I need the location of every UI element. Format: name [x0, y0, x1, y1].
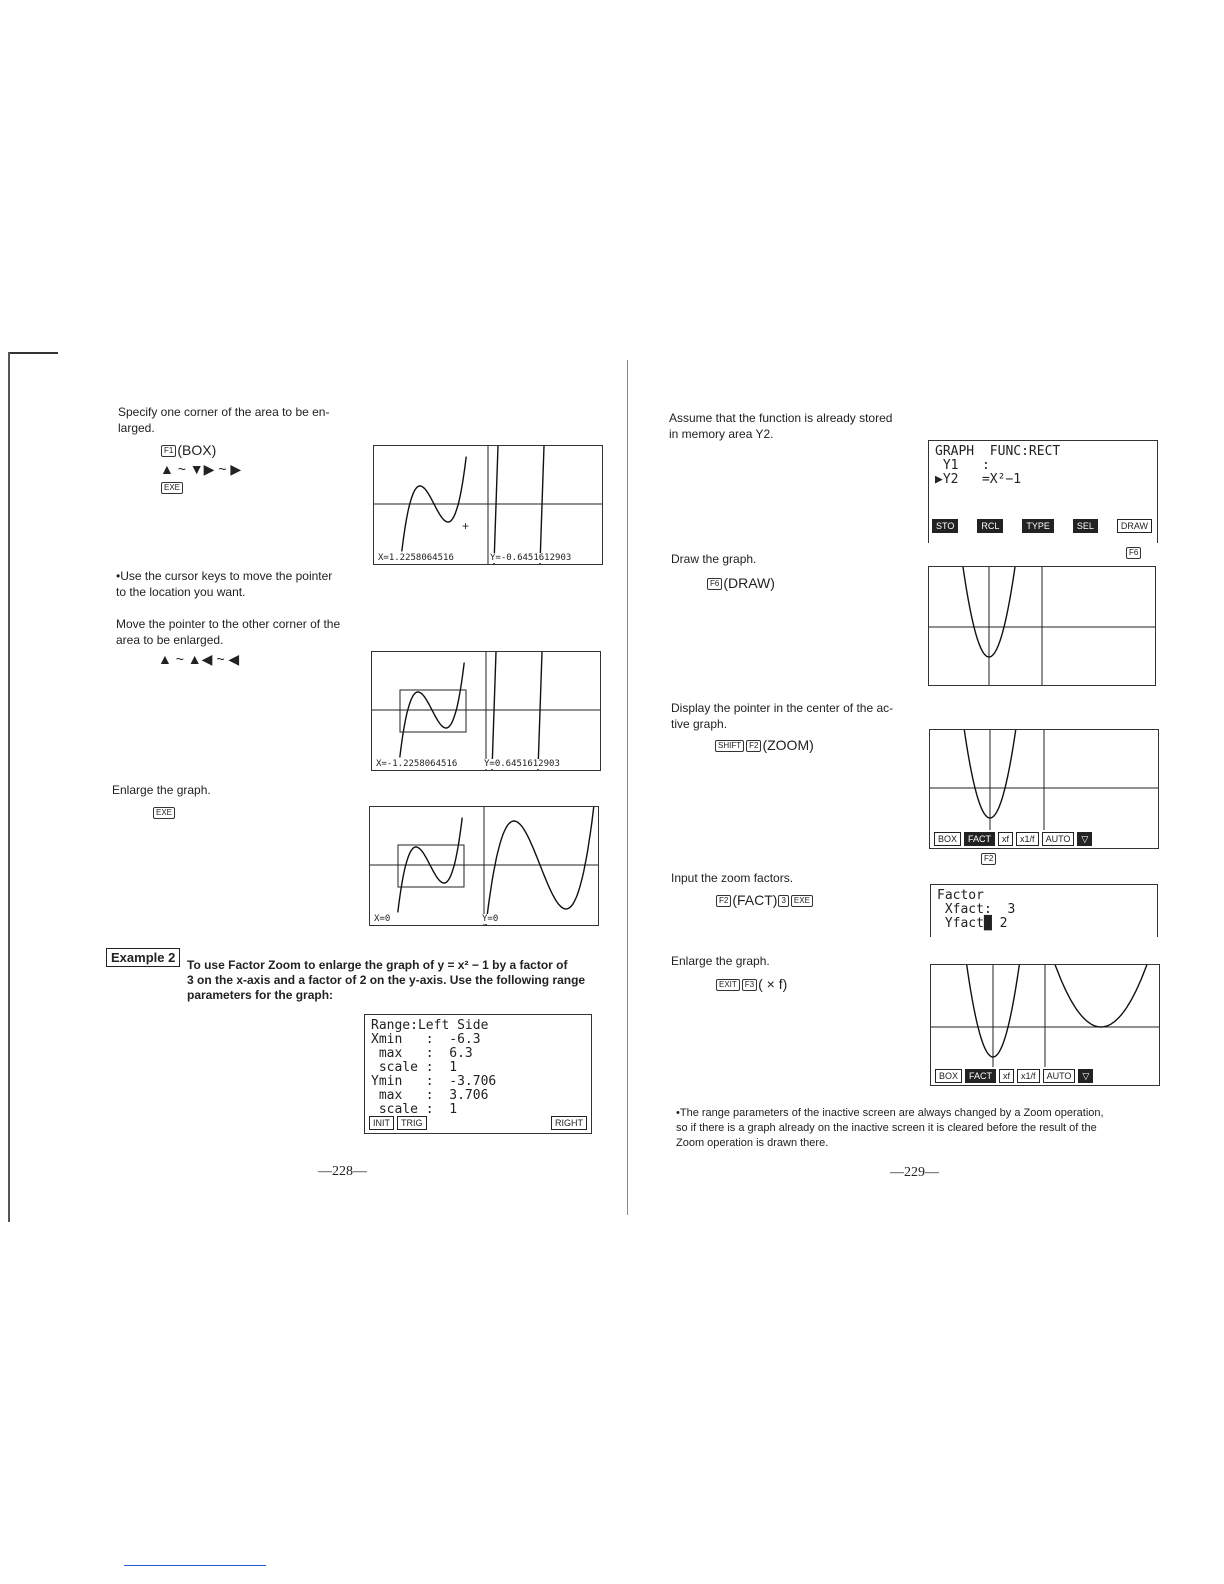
step4-keys	[715, 891, 814, 909]
step3-keys	[714, 736, 814, 754]
parabola-screen-3	[930, 964, 1160, 1086]
step4-factors: Input the zoom factors.	[671, 871, 794, 885]
graph-screen-1	[373, 445, 603, 565]
lcd-line: max : 3.706	[371, 1088, 489, 1103]
zoom-label: (ZOOM)	[762, 737, 814, 753]
range-menu-left	[369, 1116, 427, 1130]
f6-key: F6	[707, 578, 722, 590]
graph-screen-3	[369, 806, 599, 926]
menu-key-rcl[interactable]: RCL	[977, 519, 1003, 533]
shift-key: SHIFT	[715, 740, 744, 752]
exit-key: EXIT	[716, 979, 740, 991]
step1-exe-key	[160, 479, 184, 497]
graph-2-svg	[372, 652, 600, 770]
three-key: 3	[778, 895, 788, 907]
example-line-3: parameters for the graph:	[187, 988, 334, 1002]
y-readout: Y=0.6451612903	[484, 759, 560, 769]
x-readout: X=-1.2258064516	[376, 759, 458, 769]
menu-key-xf[interactable]: xf	[998, 832, 1013, 846]
menu-key-sto[interactable]: STO	[932, 519, 958, 533]
range-note: •The range parameters of the inactive screen are always changed by a Zoom operation, so if there is a graph already on the inactive screen it is cleared before the result of the Zoom operation is drawn there.	[676, 1107, 1104, 1149]
cubic-curve-right	[492, 652, 542, 770]
step1-arrow-keys: ▲ ~ ▼▶ ~ ▶	[160, 461, 242, 477]
left-edge	[8, 352, 10, 1222]
spine-line	[627, 360, 628, 1215]
pointer-cross: +	[462, 519, 470, 533]
cursor-bullet: •Use the cursor keys to move the pointer to the location you want.	[116, 569, 333, 599]
exe-key: EXE	[161, 482, 183, 494]
example-description	[187, 958, 607, 1003]
step3-instruction: Enlarge the graph.	[112, 783, 211, 797]
lcd-line: GRAPH FUNC:RECT	[935, 444, 1061, 459]
step2-arrow-keys: ▲ ~ ▲◀ ~ ◀	[158, 651, 240, 667]
f2-key: F2	[716, 895, 731, 907]
graph-1-svg	[374, 446, 602, 564]
right-menu-key[interactable]: RIGHT	[551, 1116, 587, 1130]
y-readout: Y=0	[482, 914, 499, 924]
menu-key-box[interactable]: BOX	[934, 832, 961, 846]
parabola-screen-2	[929, 729, 1159, 849]
lcd-line: Factor	[937, 888, 984, 903]
exe-key: EXE	[153, 807, 175, 819]
func-menu	[932, 519, 1152, 533]
factor-screen	[930, 884, 1158, 937]
lcd-line: scale : 1	[371, 1102, 458, 1117]
step2-draw: Draw the graph.	[671, 552, 757, 566]
corner-mark	[8, 352, 58, 354]
range-lines	[371, 1019, 496, 1117]
example-line-1: To use Factor Zoom to enlarge the graph of y = x² − 1 by a factor of	[187, 958, 568, 972]
parabola-1-svg	[929, 567, 1155, 685]
graph-3-svg	[370, 807, 598, 925]
menu-key-box[interactable]: BOX	[935, 1069, 962, 1083]
menu-key-xf[interactable]: xf	[999, 1069, 1014, 1083]
menu-key-auto[interactable]: AUTO	[1043, 1069, 1076, 1083]
parabola-3-svg	[931, 965, 1159, 1085]
zoom-menu	[934, 832, 1092, 846]
step5-enlarge: Enlarge the graph.	[671, 954, 770, 968]
page-number-right: —229—	[890, 1165, 939, 1180]
graph-func-screen	[928, 440, 1158, 543]
menu-key-sel[interactable]: SEL	[1073, 519, 1098, 533]
step3-exe-key	[152, 804, 176, 822]
lcd-line: max : 6.3	[371, 1046, 473, 1061]
f2-key: F2	[746, 740, 761, 752]
step2-keys	[706, 574, 775, 592]
menu-key-type[interactable]: TYPE	[1022, 519, 1054, 533]
page-number-left: —228—	[318, 1164, 367, 1179]
enlarged-curve	[485, 807, 594, 925]
range-menu-right	[551, 1116, 587, 1130]
f3-key: F3	[742, 979, 757, 991]
menu-key-auto[interactable]: AUTO	[1042, 832, 1075, 846]
lcd-line: Y1 :	[935, 458, 990, 473]
step1-assume: Assume that the function is already stored in memory area Y2.	[669, 411, 893, 441]
menu-key-x1-f[interactable]: x1/f	[1016, 832, 1039, 846]
func-lines	[935, 445, 1060, 487]
footer-rule	[124, 1565, 266, 1566]
zoom-menu-2	[935, 1069, 1093, 1083]
step1-keys	[160, 441, 216, 459]
f6-key: F6	[1126, 547, 1141, 559]
parabola-screen-1	[928, 566, 1156, 686]
lcd-line: Yfact█ 2	[937, 916, 1008, 931]
f6-key-hint	[1125, 544, 1142, 562]
box-label: (BOX)	[177, 442, 217, 458]
menu-key--[interactable]: ▽	[1078, 1069, 1093, 1083]
y-readout: Y=-0.6451612903	[490, 553, 572, 563]
menu-key-trig[interactable]: TRIG	[397, 1116, 427, 1130]
x-readout: X=0	[374, 914, 391, 924]
lcd-line: Xfact: 3	[937, 902, 1016, 917]
f1-key: F1	[161, 445, 176, 457]
step3-pointer: Display the pointer in the center of the ac- tive graph.	[671, 701, 894, 731]
lcd-line: ▶Y2 =X²−1	[935, 472, 1022, 487]
menu-key-x1-f[interactable]: x1/f	[1017, 1069, 1040, 1083]
lcd-line: Xmin : -6.3	[371, 1032, 481, 1047]
x-readout: X=1.2258064516	[378, 553, 454, 563]
enlarged-parabola	[1049, 965, 1153, 1027]
graph-screen-2	[371, 651, 601, 771]
step5-keys	[715, 975, 787, 993]
fact-label: (FACT)	[732, 892, 778, 908]
lcd-line: Range:Left Side	[371, 1018, 489, 1033]
menu-key-fact[interactable]: FACT	[965, 1069, 996, 1083]
parabola-2-svg	[930, 730, 1158, 848]
exe-key: EXE	[791, 895, 813, 907]
lcd-line: Ymin : -3.706	[371, 1074, 497, 1089]
f2-key-hint	[980, 850, 997, 868]
menu-key--[interactable]: ▽	[1077, 832, 1092, 846]
draw-label: (DRAW)	[723, 575, 775, 591]
menu-key-fact[interactable]: FACT	[964, 832, 995, 846]
range-screen	[364, 1014, 592, 1134]
factor-lines	[937, 889, 1015, 931]
menu-key-draw[interactable]: DRAW	[1117, 519, 1152, 533]
times-f-label: ( × f)	[758, 976, 788, 992]
step1-instruction: Specify one corner of the area to be en- larged.	[118, 405, 330, 435]
step2-instruction: Move the pointer to the other corner of the area to be enlarged.	[116, 617, 341, 647]
example-label: Example 2	[106, 948, 180, 967]
menu-key-init[interactable]: INIT	[369, 1116, 394, 1130]
lcd-line: scale : 1	[371, 1060, 458, 1075]
f2-key: F2	[981, 853, 996, 865]
cubic-curve-right	[494, 446, 544, 564]
example-line-2: 3 on the x-axis and a factor of 2 on the y-axis. Use the following range	[187, 973, 586, 987]
